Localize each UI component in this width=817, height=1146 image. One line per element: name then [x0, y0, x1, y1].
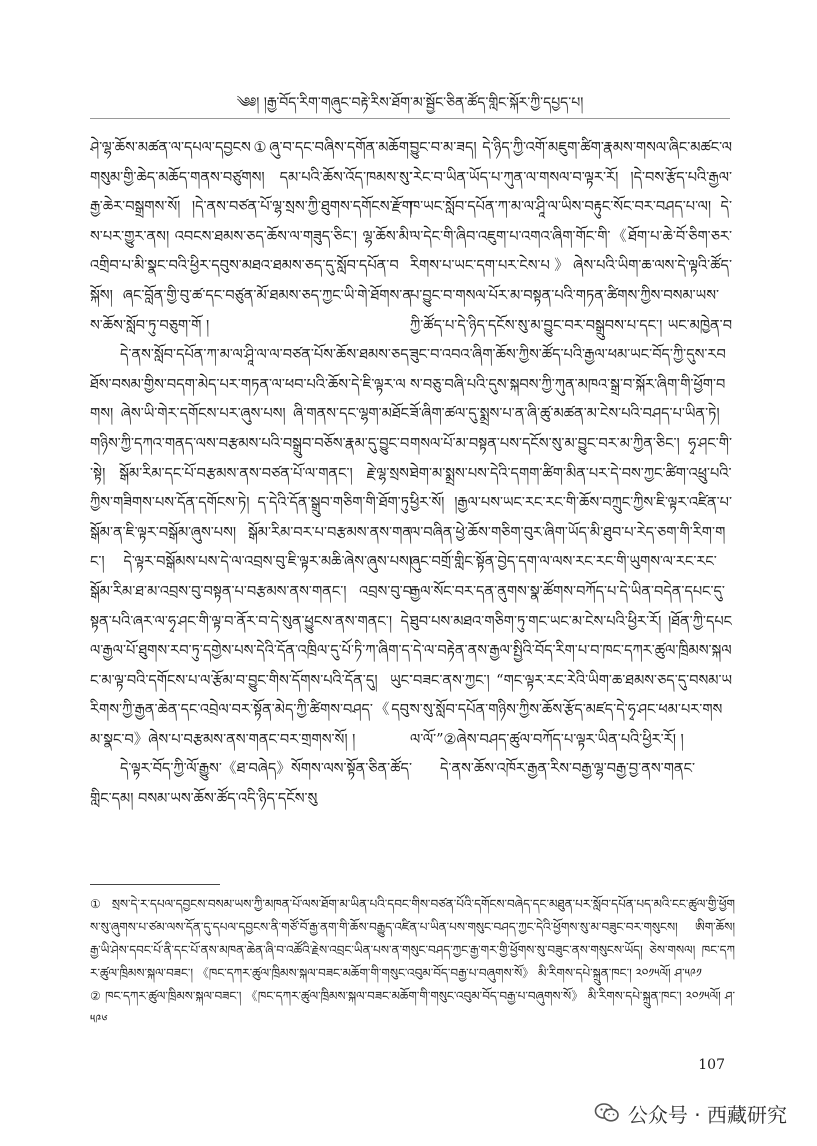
footnote-divider [90, 884, 220, 885]
left-paragraph-1: ཤེ་ལྷ་ཆོས་མཚན་ལ་དཔལ་དབྱངས①ཞུ་བ་དང་བཞིས་དགོན་མཆོག་གསུམ་གྱི་ཆེད་མཆོད་གནས་བཙུགས། དམ་པའི་ཆོས་འོད་ཁམས་སུ་རྒྱ་ཆེར་བསྒྲགས་སོ། །དེ་ནས་བཙན་པོ་ལྷ་སྲས་ཀྱི་ཐུགས་དགོངས་རྫོགས་པར་གྱུར་ནས། འབངས་ཐམས་ཅད་ཆོས་ལ་གཟུད་ཅིང་། ལྷ་ཆོས་མི་འགྲིབ་པ་མི་སྣང་བའི་ཕྱིར་དབུས་མཐའ་ཐམས་ཅད་དུ་སློབ་དཔོན་བསྐོས། ཞང་བློན་གྱི་བུ་ཚ་དང་བཙུན་མོ་ཐམས་ཅད་ཀྱང་ཡི་གེ་ཐོགས་ནས་ཆོས་སློབ་ཏུ་བཅུག་གོ ། [90, 140, 412, 334]
watermark [594, 1097, 787, 1129]
left-paragraph-2: དེ་ནས་སློབ་དཔོན་ཀ་མ་ལ་ཤཱི་ལ་ལ་བཙན་པོས་ཆོས་ཐམས་ཅད་ཐོས་བསམ་གྱིས་བདག་མེད་པར་གཏན་ལ་ཕབ་པའི་ཆོས་དེ་ཇི་ལྟར་ལགས། ཞེས་ཡི་གེར་དགོངས་པར་ཞུས་པས། ཞི་གནས་དང་ལྷག་མཐོང་གཉིས་ཀྱི་དཀའ་གནད་ལས་བརྩམས་པའི་བསྒྲུབ་བཅོས་རྣམ་དུ་བྱུང་བ་སྟེ། སྒོམ་རིམ་དང་པོ་བརྩམས་ནས་བཙན་པོ་ལ་གནང་། རྗེ་ལྷ་སྲས་ཀྱིས་གཟིགས་པས་དོན་དགོངས་ཏེ། ད་དེའི་དོན་སྒྲུབ་གཅིག་གི་ཐོག་ཏུ་སྒོམ་ན་ཇི་ལྟར་བསྒོམ་ཞུས་པས། སྒོམ་རིམ་བར་པ་བརྩམས་ནས་གནང་། དེ་ལྟར་བསྒོམས་པས་དེ་ལ་འབྲས་བུ་ཇི་ལྟར་མཆི་ཞེས་ཞུས་པས། སྒོམ་རིམ་ཐ་མ་འབྲས་བུ་བསྟན་པ་བརྩམས་ནས་གནང་། འབྲས་བུ་བསྟན་པའི་ཞར་ལ་ཧྭ་ཤང་གི་ལྟ་བ་ནོར་བ་དེ་སུན་ཕྱུངས་ནས་གནང་། དེ་ལ་རྒྱལ་པོ་ཐུགས་རབ་ཏུ་དགྱེས་པས་དེའི་དོན་འཁྲིལ་དུ་པོ་ཏི་ཀ་ཞིག་དང་མ་ལྟ་བའི་དགོངས་པ་ལ་རྩོམ་བ་བྱུང་གིས་དོགས་པའི་དོན་དུ། ཡུང་རིགས་ཀྱི་རྒྱན་ཆེན་དང་འབྲེལ་བར་སྟོན་མེད་ཀྱི་ཚིགས་བཤད་《དབུ་མ་སྣང་བ》ཞེས་པ་བརྩམས་ནས་གནང་བར་གྲགས་སོ། ། [90, 347, 412, 748]
left-paragraph-3: དེ་ལྟར་བོད་ཀྱི་ལོ་རྒྱུས་《ཐ་བཞེད》སོགས་ལས་སྟོན་ཅིན་ཚོད་གླིང་དམ། བསམ་ཡས་ཆོས་ཚོད་འདི་ཉིད་དངོས་སུ [90, 761, 412, 808]
running-header-title: ༄༅། །རྒྱ་བོད་རིག་གཞུང་བརྟེ་རིས་ཐོག་མ་སྦྱོང་ཅིན་ཚོད་གླིང་སྐོར་ཀྱི་དཔྱད་པ། [236, 95, 584, 111]
right-text-column [410, 134, 732, 849]
watermark-label: 公众号 · 西藏研究 [627, 1102, 787, 1127]
left-text-column [90, 134, 412, 849]
running-header [90, 92, 730, 119]
right-paragraph-1: བྱུང་བ་མ་ཟད། དེ་ཉིད་ཀྱི་འགོ་མཇུག་ཚིག་རྣམས་གསལ་ཞིང་མཚང་ལ་རེང་བ་ཡིན་ཡོད་པ་ཀུན་ལ་གསལ་བ་ལྟར་རོ། །དེ་བས་རྩོད་པའི་རྒྱལ་ཁ་ཡང་སློབ་དཔོན་ཀ་མ་ལ་ཤཱི་ལ་ཡིས་བརྟུང་སོང་བར་བཤད་པ་ལ། དེ་ལ་དེང་གི་ཞིབ་འཇུག་པ་འགའ་ཞིག་གོང་གི་《ཐོག་པ་ཆེ་བོ་ཅིག་ཅར་རིགས་པ་ཡང་དག་པར་ངེས་པ》ཞེས་པའི་ཡིག་ཆ་ལས་དེ་ལྟའི་ཚོད་པ་བྱུང་བ་གསལ་པོར་མ་བསྟན་པའི་གཏན་ཚིགས་ཀྱིས་བསམ་ཡས་ཀྱི་ཚོད་པ་དེ་ཉིད་དངོས་སུ་མ་བྱུང་བར་བསྒྲུབས་པ་དང་། ཡང་མཁྱེན་བཟུང་བ་འབའ་ཞིག་ཆོས་ཀྱིས་ཚོད་པའི་རྒྱལ་ཕམ་ཡང་བོད་ཀྱི་དུས་རབས་བཅུ་བཞི་པའི་དུས་སྐབས་ཀྱི་ཀུན་མཁའ་སྒྲ་བ་སྐོར་ཞིག་གི་ཕྱོག་བཟོ་ཞིག་ཚལ་དུ་སྨྲས་པ་ན་ཞི་ཚུ་མཚན་མ་ངེས་པའི་བཤད་པ་ཡིན་ཏེ། གསལ་པོ་མ་བསྟན་པས་དངོས་སུ་མ་བྱུང་བར་མ་ཀྱིན་ཅིང་། ཧྭ་ཤང་གི་ཐེག་མ་སྨྲས་པས་དེའི་དགག་ཚིག་མིན་པར་དེ་བས་ཀྱང་ཚིག་འཕྲུ་པའི་ཕྱིར་སོ། །རྒྱལ་པས་ཡང་རང་རང་གི་ཆོས་བཀྲུང་ཀྱིས་ཇི་ལྟར་འཛིན་པ་ལ་བཞིན་ཕྱེ་ཆོས་གཅིག་བུར་ཞིག་ཡོད་མི་ཐུབ་པ་རེད་ཅག་གི་རིག་གཞུང་བགྲོ་གླིང་སྟོན་བྱེད་དག་ལ་ལས་རང་རང་གི་ཡུགས་ལ་རང་རང་རྒྱལ་སོང་བར་དན་ནུགས་སྣ་ཚོགས་བཀོད་པ་དེ་ཡིན་བདེན་དཔང་དུ་ཐུབ་པས་མཐའ་གཅིག་ཏུ་གང་ཡང་མ་ངེས་པའི་ཕྱིར་རོ། །ཐོན་ཀྱི་དཔང་དེ་ལ་བརྟེན་ནས་རྒྱལ་སྤྱིའི་བོད་རིག་པ་བ་ཁང་དཀར་ཚུལ་ཁྲིམས་སྐལ་བཟང་ནས་ཀྱང་། “གང་ལྟར་རང་རེའི་ཡིག་ཆ་ཐམས་ཅད་དུ་བསམ་ཡས་སུ་སློབ་དཔོན་གཉིས་ཀྱིས་ཆོས་རྩོད་མཛད་དེ་ཧྭ་ཤང་ཕམ་པར་གསལ་ལོ་”②ཞེས་བཤད་ཚུལ་བཀོད་པ་ལྟར་ཡིན་པའི་ཕྱིར་རོ། ། [410, 140, 732, 748]
page-number: 107 [698, 1057, 725, 1073]
wechat-icon [594, 1100, 620, 1126]
footnotes [90, 893, 735, 1043]
right-paragraph-2: དེ་ནས་ཆོས་འཁོར་རྒྱན་རིས་བརྒྱ་ལྷ་བརྒྱ་བྱ་ནས་གནང་ [440, 761, 696, 778]
footnote-2: ② ཁང་དཀར་ཚུལ་ཁྲིམས་སྐལ་བཟང་། 《ཁང་དཀར་ཚུལ་ཁྲིམས་སྐལ་བཟང་མཆོག་གི་གསུང་འབུམ་བོད་བརྒྱ་པ་བཞུགས་སོ》 མི་རིགས་དཔེ་སྐྲུན་ཁང་། ༢༠༡༥ལོ། ཤ་༥༩༦ [90, 989, 735, 1026]
footnote-1: ① སྲས་དེ་ར་དཔལ་དབྱངས་བསམ་ཡས་ཀྱི་མཁན་པོ་ལས་ཐོག་མ་ཡིན་པའི་དབང་གིས་བཙན་པོའི་དགོངས་བཞེད་དང་མཐུན་པར་སློབ་དཔོན་པད་མའི་ངང་ཚུལ་གྱི་ཕྱོགས་སུ་ཞུགས་པ་ཙམ་ལས་དོན་དུ་དཔལ་དབྱངས་ནི་གཙོ་བོ་རྒྱ་ནག་གི་ཆོས་བརྒྱུད་འཛིན་པ་ཡིན་པས་གསུང་བཤད་ཀྱང་དེའི་ཕྱོགས་སུ་མ་བཟུང་བར་གསུངས། ཨིག་ཆོས། རྒྱ་ཡི་ཤེས་དབང་པོ་ནི་དང་པོ་ནས་མཁན་ཆེན་ཞི་བ་འཚོའི་རྗེས་འབྲང་ཡིན་པས་ན་གསུང་བཤད་ཀྱང་རྒྱ་གར་གྱི་ཕྱོགས་སུ་བཟུང་ནས་གསུངས་ཡོད། ཅེས་གསལ། ཁང་དཀར་ཚུལ་ཁྲིམས་སྐལ་བཟང་། 《ཁང་དཀར་ཚུལ་ཁྲིམས་སྐལ་བཟང་མཆོག་གི་གསུང་འབུམ་བོད་བརྒྱ་པ་བཞུགས་སོ》 མི་རིགས་དཔེ་སྐྲུན་ཁང་། ༢༠༡༥ལོ། ཤ་༥༩༡ [90, 897, 735, 980]
